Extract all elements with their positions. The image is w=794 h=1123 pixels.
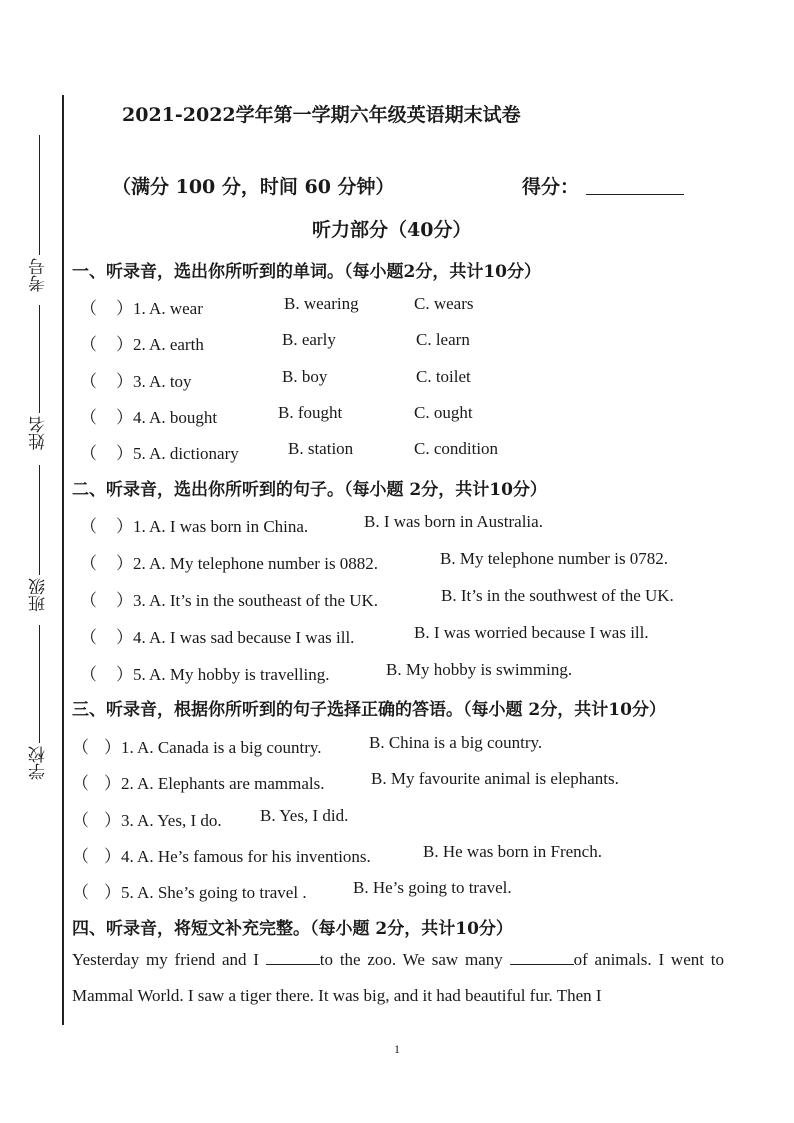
answer-paren[interactable]: （ [72,847,89,866]
option-a: ）3. A. It’s in the southeast of the UK. [116,591,379,610]
exam-title: 2021-2022学年第一学期六年级英语期末试卷 [122,104,521,126]
option-b: B. It’s in the southwest of the UK. [441,586,674,605]
option-b: B. I was born in Australia. [364,512,543,531]
option-b: B. early [282,330,336,349]
name-label: 姓名 [29,416,49,450]
option-c: C. toilet [416,367,471,386]
exam-no-line [39,135,40,255]
name-line [39,305,40,413]
option-a: ）1. A. Canada is a big country. [104,738,322,757]
school-label: 学校 [29,746,49,780]
option-c: C. wears [414,294,474,313]
section-heading: 一、听录音，选出你所听到的单词。（每小题2分，共计10分） [72,262,541,282]
option-b: B. I was worried because I was ill. [414,623,649,642]
option-b: B. Yes, I did. [260,806,349,825]
option-b: B. He’s going to travel. [353,878,512,897]
passage-text: of animals. I went to Mammal World. I saw a tiger there. It was big, and it had beautiful fur. Then I [72,950,725,1005]
option-c: C. ought [414,403,473,422]
option-b: B. fought [278,403,343,422]
option-b: B. My favourite animal is elephants. [371,769,619,788]
section-heading: 三、听录音，根据你所听到的句子选择正确的答语。（每小题 2分，共计10分） [72,700,666,720]
option-a: ）3. A. toy [116,372,192,391]
passage [72,942,724,1014]
option-b: B. wearing [284,294,359,313]
answer-paren[interactable]: （ [80,372,97,391]
option-a: ）1. A. wear [116,299,203,318]
option-b: B. He was born in French. [423,842,602,861]
option-a: ）5. A. She’s going to travel . [104,883,307,902]
option-a: ）5. A. My hobby is travelling. [116,665,330,684]
class-label: 班级 [29,578,49,612]
passage-text: Yesterday my friend and I [72,950,266,969]
option-a: ）3. A. Yes, I do. [104,811,222,830]
option-b: B. My telephone number is 0782. [440,549,669,568]
option-a: ）1. A. I was born in China. [116,517,309,536]
answer-paren[interactable]: （ [80,299,97,318]
fill-blank[interactable] [510,964,574,965]
part-title: 听力部分（40分） [312,219,472,241]
score-blank[interactable] [586,194,684,195]
school-line [39,625,40,743]
option-a: ）4. A. I was sad because I was ill. [116,628,355,647]
class-line [39,465,40,575]
answer-paren[interactable]: （ [72,738,89,757]
answer-paren[interactable]: （ [80,517,97,536]
page-number: 1 [394,1042,400,1056]
section-heading: 四、听录音，将短文补充完整。（每小题 2分，共计10分） [72,919,513,939]
answer-paren[interactable]: （ [80,444,97,463]
answer-paren[interactable]: （ [80,408,97,427]
option-b: B. station [288,439,354,458]
answer-paren[interactable]: （ [80,554,97,573]
answer-paren[interactable]: （ [72,883,89,902]
section-heading: 二、听录音，选出你所听到的句子。（每小题 2分，共计10分） [72,480,547,500]
answer-paren[interactable]: （ [80,628,97,647]
option-a: ）5. A. dictionary [116,444,239,463]
option-a: ）2. A. My telephone number is 0882. [116,554,379,573]
fill-blank[interactable] [266,964,320,965]
passage-text: to the zoo. We saw many [319,950,510,969]
score-label: 得分： [522,176,580,198]
answer-paren[interactable]: （ [72,811,89,830]
answer-paren[interactable]: （ [80,665,97,684]
binding-line [62,95,64,1025]
option-a: ）4. A. bought [116,408,218,427]
option-a: ）2. A. earth [116,335,204,354]
answer-paren[interactable]: （ [80,591,97,610]
option-c: C. learn [416,330,470,349]
exam-no-label: 考号 [29,258,49,292]
answer-paren[interactable]: （ [72,774,89,793]
option-b: B. boy [282,367,328,386]
option-b: B. My hobby is swimming. [386,660,573,679]
option-a: ）4. A. He’s famous for his inventions. [104,847,371,866]
option-a: ）2. A. Elephants are mammals. [104,774,325,793]
exam-info: （满分 100 分，时间 60 分钟） [112,176,395,198]
option-b: B. China is a big country. [369,733,543,752]
answer-paren[interactable]: （ [80,335,97,354]
option-c: C. condition [414,439,499,458]
